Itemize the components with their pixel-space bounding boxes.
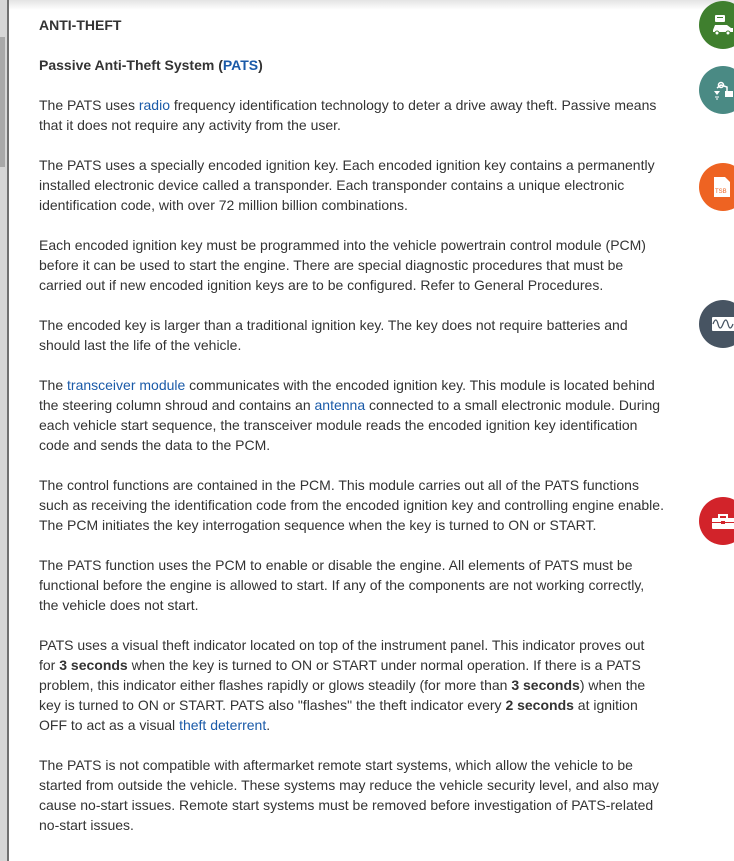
vehicle-message-icon <box>711 13 734 37</box>
scrollbar-thumb[interactable] <box>0 37 5 167</box>
text: The <box>39 377 68 393</box>
scrollbar-track[interactable] <box>0 0 7 861</box>
text: . <box>266 717 271 733</box>
tsb-document-icon <box>711 175 733 199</box>
text: connected to a small electronic module. During each vehicle start sequence, the transceiver module reads the encoded ignition key identification code and sends the data to the PCM. <box>39 397 661 453</box>
header-shadow <box>9 0 734 10</box>
section-title: ANTI-THEFT <box>39 17 122 33</box>
section-subtitle <box>39 55 664 75</box>
tsb-button[interactable] <box>699 163 734 211</box>
subtitle-text-end: ) <box>258 57 263 73</box>
panel-divider <box>7 0 9 861</box>
radio-link[interactable]: radio <box>138 97 170 113</box>
paragraph: The encoded key is larger than a traditional ignition key. The key does not require batteries and should last the life of the vehicle. <box>39 317 628 353</box>
theft-deterrent-link[interactable]: theft deterrent <box>179 717 267 733</box>
text: ) when the key is turned to ON or START. PATS also "flashes" the theft indicator every <box>39 677 646 713</box>
text: PATS uses a visual theft indicator located on top of the instrument panel. This indicator proves out for <box>39 637 645 673</box>
paragraph <box>39 375 664 455</box>
vehicle-message-button[interactable] <box>699 1 734 49</box>
pats-link[interactable]: PATS <box>222 57 259 73</box>
svg-text:TSB: TSB <box>715 189 727 195</box>
paragraph: The PATS uses a specially encoded ignition key. Each encoded ignition key contains a permanently installed electronic device called a transponder. Each transponder contains a unique electronic identification code, with over 72 million billion combinations. <box>39 157 655 213</box>
paragraph <box>39 95 664 135</box>
text: at ignition OFF to act as a visual <box>39 697 638 733</box>
text: frequency identification technology to deter a drive away theft. Passive means that it does not require any activity from the user. <box>39 97 657 133</box>
waveform-button[interactable] <box>699 300 734 348</box>
paragraph: Each encoded ignition key must be programmed into the vehicle powertrain control module (PCM) before it can be used to start the engine. There are special diagnostic procedures that must be carried out if new encoded ignition keys are to be configured. Refer to General Procedures. <box>39 237 646 293</box>
article-content <box>39 15 664 855</box>
paragraph: The control functions are contained in the PCM. This module carries out all of the PATS functions such as receiving the identification code from the encoded ignition key and controlling engine enable. The PCM initiates the key interrogation sequence when the key is turned to ON or START. <box>39 477 664 533</box>
bold-text: 3 seconds <box>511 677 580 693</box>
paragraph: The PATS function uses the PCM to enable or disable the engine. All elements of PATS must be functional before the engine is allowed to start. If any of the components are not working correctly, the vehicle does not start. <box>39 557 645 613</box>
text: The PATS uses <box>39 97 139 113</box>
transceiver-module-link[interactable]: transceiver module <box>67 377 186 393</box>
bold-text: 3 seconds <box>59 657 128 673</box>
diagnostic-tool-button[interactable] <box>699 66 734 114</box>
toolbox-icon <box>711 509 734 533</box>
paragraph: The PATS is not compatible with aftermarket remote start systems, which allow the vehicle to be started from outside the vehicle. These systems may reduce the vehicle security level, and also may cause no-start issues. Remote start systems must be removed before investigation of PATS-related no-start issues. <box>39 757 659 833</box>
antenna-link[interactable]: antenna <box>314 397 366 413</box>
bold-text: 2 seconds <box>505 697 574 713</box>
toolbox-button[interactable] <box>699 497 734 545</box>
text: when the key is turned to ON or START under normal operation. If there is a PATS problem, this indicator either flashes rapidly or glows steadily (for more than <box>39 657 641 693</box>
paragraph <box>39 635 664 735</box>
text: communicates with the encoded ignition key. This module is located behind the steering column shroud and contains an <box>39 377 655 413</box>
subtitle-text: Passive Anti-Theft System ( <box>39 57 223 73</box>
waveform-icon <box>711 312 734 336</box>
diagnostic-tool-icon <box>711 78 734 102</box>
